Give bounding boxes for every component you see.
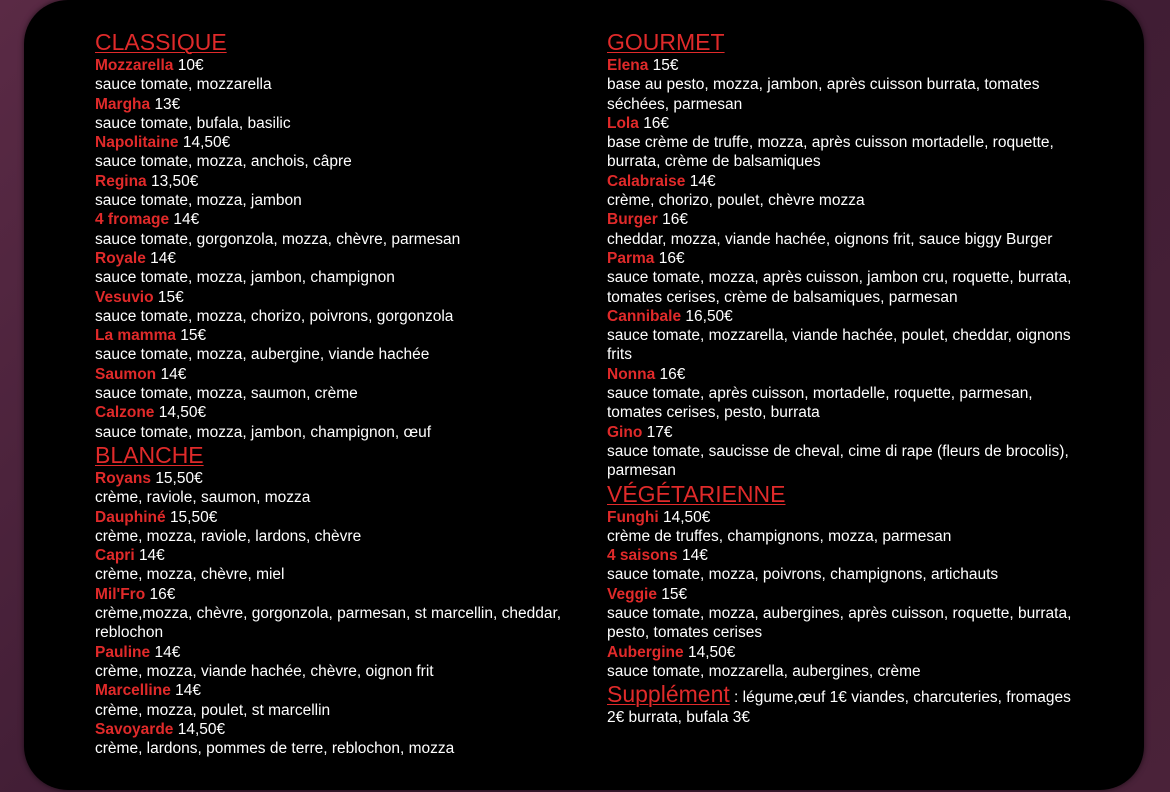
menu-item-price: 14,50€: [662, 508, 711, 526]
menu-item-header: [607, 585, 1087, 604]
menu-item-price: 15€: [652, 57, 679, 74]
section-title: VÉGÉTARIENNE: [607, 480, 786, 507]
menu-item-header: [607, 56, 1087, 75]
menu-item-description: crème de truffes, champignons, mozza, parmesan: [607, 527, 952, 545]
menu-item: [607, 249, 1087, 307]
menu-item-description: crème, lardons, pommes de terre, reblochon, mozza: [95, 740, 455, 758]
menu-item-name: Margha: [95, 95, 151, 113]
menu-column-right: [607, 29, 1087, 727]
menu-item: [607, 210, 1087, 249]
menu-item-price: 16€: [662, 211, 689, 229]
menu-item-description: sauce tomate, gorgonzola, mozza, chèvre, parmesan: [95, 230, 461, 248]
menu-item: [95, 249, 575, 288]
menu-item: [95, 546, 575, 585]
menu-item-name: Calabraise: [607, 172, 686, 190]
menu-item-description: sauce tomate, mozza, saumon, crème: [95, 385, 358, 403]
menu-item-description: crème, mozza, raviole, lardons, chèvre: [95, 527, 362, 545]
menu-item-description: sauce tomate, mozza, chorizo, poivrons, gorgonzola: [95, 307, 454, 325]
menu-item: [607, 172, 1087, 211]
menu-item-header: [607, 423, 1087, 442]
menu-item-name: Calzone: [95, 404, 155, 422]
menu-item: [607, 56, 1087, 114]
supplement-note: [607, 681, 1087, 727]
menu-item-description: sauce tomate, mozza, aubergines, après cuisson, roquette, burrata, pesto, tomates cerises: [607, 605, 1072, 642]
menu-item: [607, 307, 1087, 365]
supplement-title: Supplément: [607, 681, 730, 708]
menu-item-description: sauce tomate, mozzarella: [95, 76, 272, 94]
menu-item-price: 14€: [681, 547, 708, 565]
menu-item-name: Lola: [607, 114, 639, 132]
menu-item-description: sauce tomate, saucisse de cheval, cime di rape (fleurs de brocolis), parmesan: [607, 442, 1069, 480]
menu-item-name: Saumon: [95, 365, 157, 383]
menu-item-price: 16€: [659, 365, 686, 383]
menu-item: [95, 403, 575, 442]
menu-item: [95, 643, 575, 682]
menu-item: [95, 365, 575, 404]
menu-item-name: Mil'Fro: [95, 585, 146, 603]
menu-item-header: [95, 403, 575, 422]
menu-item-name: Pauline: [95, 643, 151, 661]
menu-item-description: sauce tomate, mozzarella, aubergines, crème: [607, 662, 921, 680]
section-title: BLANCHE: [95, 441, 204, 468]
menu-item: [95, 56, 575, 95]
menu-item-description: crème, mozza, viande hachée, chèvre, oignon frit: [95, 662, 434, 680]
menu-item-header: [95, 508, 575, 527]
menu-item-name: Napolitaine: [95, 134, 179, 152]
menu-item-name: Vesuvio: [95, 288, 154, 306]
menu-item-header: [95, 56, 575, 75]
menu-item-description: sauce tomate, mozza, jambon, champignon, œuf: [95, 423, 431, 441]
menu-item-description: sauce tomate, mozza, aubergine, viande hachée: [95, 346, 430, 364]
menu-item-price: 14,50€: [687, 643, 736, 661]
menu-item-price: 10€: [177, 57, 204, 74]
menu-item-price: 16,50€: [685, 307, 733, 325]
menu-item-description: crème, raviole, saumon, mozza: [95, 489, 311, 507]
menu-item-description: sauce tomate, après cuisson, mortadelle, roquette, parmesan, tomates cerises, pesto, burrata: [607, 385, 1033, 422]
menu-item-name: Burger: [607, 211, 658, 229]
menu-item: [95, 469, 575, 508]
menu-item-price: 15€: [180, 327, 207, 345]
menu-item-price: 15,50€: [169, 508, 218, 526]
menu-item-description: base au pesto, mozza, jambon, après cuisson burrata, tomates séchées, parmesan: [607, 76, 1040, 113]
menu-item-description: crème, mozza, poulet, st marcellin: [95, 701, 331, 719]
menu-item-description: sauce tomate, mozza, jambon: [95, 192, 302, 210]
menu-item: [607, 643, 1087, 682]
menu-item-name: Cannibale: [607, 307, 682, 325]
menu-item-price: 16€: [149, 585, 176, 603]
menu-item-price: 17€: [646, 423, 673, 441]
menu-item-description: crème, mozza, chèvre, miel: [95, 566, 285, 584]
menu-item-name: 4 fromage: [95, 211, 170, 229]
menu-item-price: 14€: [154, 643, 181, 661]
menu-item: [95, 681, 575, 720]
menu-item-description: crème, chorizo, poulet, chèvre mozza: [607, 192, 865, 210]
menu-item: [95, 288, 575, 327]
menu-item-description: sauce tomate, mozza, anchois, câpre: [95, 153, 352, 171]
menu-item-description: sauce tomate, mozzarella, viande hachée, poulet, cheddar, oignons frits: [607, 327, 1071, 364]
menu-item: [607, 114, 1087, 172]
menu-item: [607, 546, 1087, 585]
menu-item-header: [95, 326, 575, 345]
menu-item-name: Marcelline: [95, 682, 171, 700]
menu-item-price: 16€: [643, 114, 670, 132]
menu-item-header: [95, 720, 575, 739]
menu-item: [607, 365, 1087, 423]
menu-item-name: Royans: [95, 469, 151, 487]
menu-item-name: Aubergine: [607, 643, 684, 661]
menu-item-description: sauce tomate, mozza, jambon, champignon: [95, 269, 395, 287]
menu-item-header: [95, 365, 575, 384]
menu-item-price: 14€: [150, 249, 177, 267]
menu-item-description: sauce tomate, mozza, poivrons, champignons, artichauts: [607, 566, 999, 584]
menu-item-name: Gino: [607, 423, 643, 441]
supplement-text: : légume,œuf 1€ viandes, charcuteries, fromages 2€ burrata, bufala 3€: [607, 689, 1071, 726]
menu-item-header: [607, 508, 1087, 527]
menu-item-header: [95, 172, 575, 191]
menu-item-name: La mamma: [95, 327, 176, 345]
menu-item-header: [607, 546, 1087, 565]
menu-item-name: Mozzarella: [95, 57, 174, 74]
menu-item-header: [95, 585, 575, 604]
menu-item-header: [607, 210, 1087, 229]
menu-item-price: 16€: [658, 249, 685, 267]
menu-item-price: 14€: [138, 547, 165, 565]
menu-item: [95, 133, 575, 172]
menu-item-price: 14,50€: [177, 720, 226, 738]
menu-item-price: 13€: [154, 95, 181, 113]
menu-item-price: 14€: [160, 365, 187, 383]
menu-item-price: 15€: [157, 288, 184, 306]
menu-item-price: 13,50€: [151, 172, 199, 190]
menu-item: [607, 508, 1087, 547]
menu-item-header: [607, 307, 1087, 326]
menu-item-name: Elena: [607, 57, 649, 74]
menu-item-name: Capri: [95, 547, 135, 565]
menu-item-name: Veggie: [607, 585, 657, 603]
menu-item: [95, 210, 575, 249]
menu-item: [95, 508, 575, 547]
menu-item: [95, 95, 575, 134]
menu-item: [95, 326, 575, 365]
menu-item-price: 15€: [661, 585, 688, 603]
menu-item-name: Royale: [95, 249, 146, 267]
menu-item-header: [607, 249, 1087, 268]
menu-column-left: [95, 29, 575, 758]
menu-item-header: [607, 643, 1087, 662]
menu-item-header: [95, 288, 575, 307]
menu-item-description: crème,mozza, chèvre, gorgonzola, parmesan, st marcellin, cheddar, reblochon: [95, 605, 562, 642]
menu-item-name: Savoyarde: [95, 720, 174, 738]
menu-item-description: sauce tomate, mozza, après cuisson, jambon cru, roquette, burrata, tomates cerises, crème de balsamiques, parmesan: [607, 269, 1072, 306]
menu-sections-right: [607, 29, 1087, 681]
menu-item-price: 14€: [173, 211, 200, 229]
menu-item-header: [607, 365, 1087, 384]
menu-item-price: 14€: [175, 682, 201, 700]
menu-item-description: cheddar, mozza, viande hachée, oignons frit, sauce biggy Burger: [607, 230, 1053, 248]
menu-item-price: 14€: [689, 172, 716, 190]
menu-item-description: base crème de truffe, mozza, après cuisson mortadelle, roquette, burrata, crème de balsamiques: [607, 134, 1054, 171]
menu-item-header: [95, 95, 575, 114]
menu-item: [95, 720, 575, 759]
menu-item-price: 15,50€: [155, 469, 203, 487]
section-title: GOURMET: [607, 29, 725, 55]
menu-item-header: [607, 114, 1087, 133]
menu-item: [95, 585, 575, 643]
menu-item-header: [95, 546, 575, 565]
menu-item-header: [607, 172, 1087, 191]
menu-item-header: [95, 133, 575, 152]
menu-item: [607, 585, 1087, 643]
menu-item-description: sauce tomate, bufala, basilic: [95, 114, 291, 132]
section-title: CLASSIQUE: [95, 29, 227, 55]
menu-item-name: 4 saisons: [607, 547, 678, 565]
menu-item: [95, 172, 575, 211]
menu-item: [607, 423, 1087, 481]
menu-item-price: 14,50€: [182, 134, 231, 152]
menu-item-name: Parma: [607, 249, 655, 267]
menu-item-name: Regina: [95, 172, 147, 190]
menu-item-header: [95, 643, 575, 662]
menu-item-name: Funghi: [607, 508, 659, 526]
menu-item-header: [95, 210, 575, 229]
menu-item-header: [95, 249, 575, 268]
menu-item-header: [95, 469, 575, 488]
menu-item-header: [95, 681, 575, 700]
menu-item-name: Dauphiné: [95, 508, 166, 526]
menu-item-name: Nonna: [607, 365, 656, 383]
menu-item-price: 14,50€: [158, 404, 207, 422]
